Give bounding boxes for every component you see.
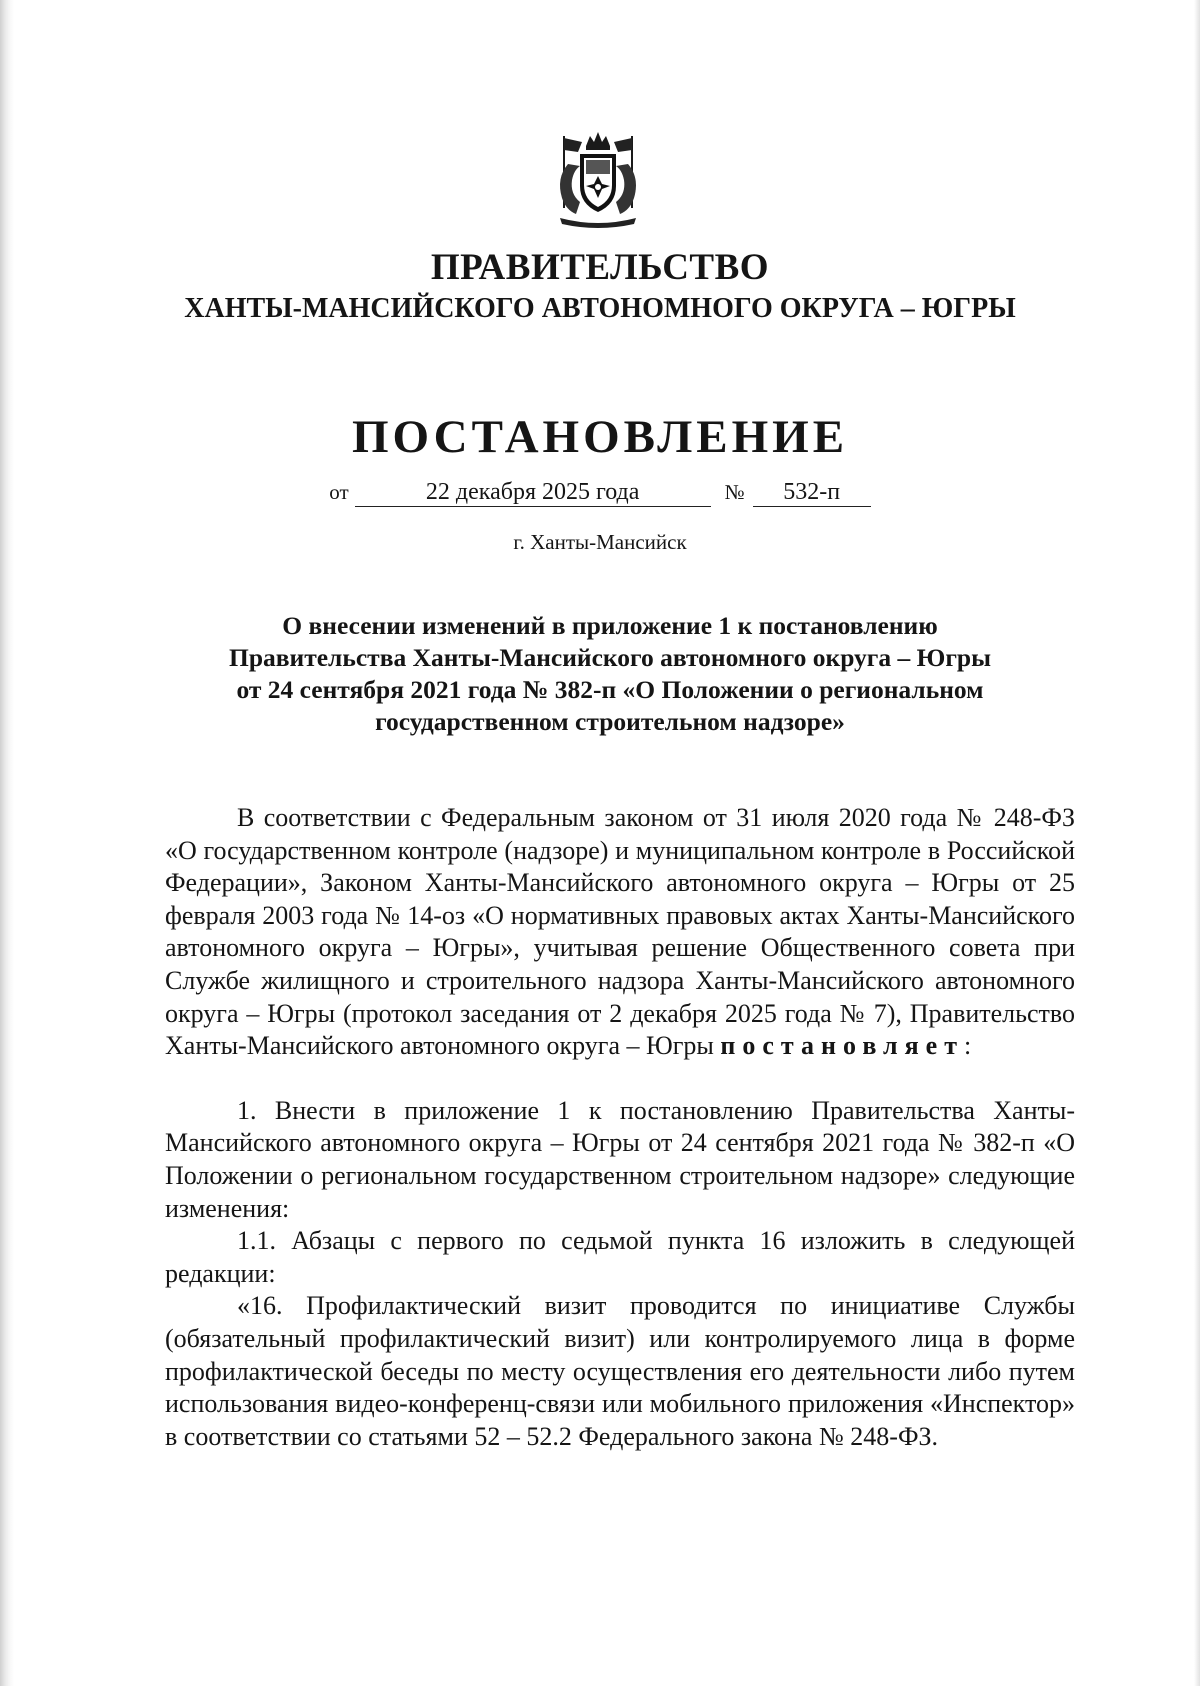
subject-line: государственном строительном надзоре» bbox=[375, 707, 845, 736]
document-subject bbox=[150, 610, 1070, 738]
subject-line: Правительства Ханты-Мансийского автономного округа – Югры bbox=[228, 643, 991, 672]
from-label: от bbox=[329, 480, 349, 504]
document-date: 22 декабря 2025 года bbox=[355, 478, 711, 507]
preamble-paragraph bbox=[165, 802, 1075, 1063]
number-label: № bbox=[724, 480, 745, 504]
subject-line: от 24 сентября 2021 года № 382-п «О Положении о региональном bbox=[236, 675, 984, 704]
document-number: 532-п bbox=[753, 478, 871, 507]
item-1-paragraph: 1. Внести в приложение 1 к постановлению Правительства Ханты-Мансийского автономного округа – Югры от 24 сентября 2021 года № 382-п «О Положении о региональном государственном строительном надзоре» следующие изменения: bbox=[165, 1095, 1075, 1223]
resolves-colon: : bbox=[963, 1031, 972, 1061]
document-city: г. Ханты-Мансийск bbox=[513, 530, 687, 554]
date-number-line bbox=[0, 478, 1200, 507]
item-1-1-paragraph: 1.1. Абзацы с первого по седьмой пункта 16 изложить в следующей редакции: bbox=[165, 1226, 1075, 1288]
government-name: ПРАВИТЕЛЬСТВО bbox=[430, 247, 770, 288]
coat-of-arms-icon bbox=[548, 128, 648, 232]
preamble-text: В соответствии с Федеральным законом от 31 июля 2020 года № 248-ФЗ «О государственном контроле (надзоре) и муниципальном контроле в Российской Федерации», Законом Ханты-Мансийского автономного округа – Югры от 25 февраля 2003 года № 14-оз «О нормативных правовых актах Ханты-Мансийского автономного округа – Югры», учитывая решение Общественного совета при Службе жилищного и строительного надзора Ханты-Мансийского автономного округа – Югры (протокол заседания от 2 декабря 2025 года № 7), Правительство Ханты-Мансийского автономного округа – Югры bbox=[165, 803, 1075, 1061]
document-type: ПОСТАНОВЛЕНИЕ bbox=[351, 411, 849, 463]
item-16-paragraph: «16. Профилактический визит проводится по инициативе Службы (обязательный профилактический визит) или контролируемого лица в форме профилактической беседы по месту осуществления его деятельности либо путем использования видео-конференц-связи или мобильного приложения «Инспектор» в соответствии со статьями 52 – 52.2 Федерального закона № 248-ФЗ. bbox=[165, 1291, 1075, 1451]
document-body bbox=[165, 802, 1075, 1453]
subject-line: О внесении изменений в приложение 1 к постановлению bbox=[282, 611, 938, 640]
region-name: ХАНТЫ-МАНСИЙСКОГО АВТОНОМНОГО ОКРУГА – ЮГРЫ bbox=[184, 293, 1016, 324]
resolves-word: постановляет bbox=[720, 1031, 964, 1061]
